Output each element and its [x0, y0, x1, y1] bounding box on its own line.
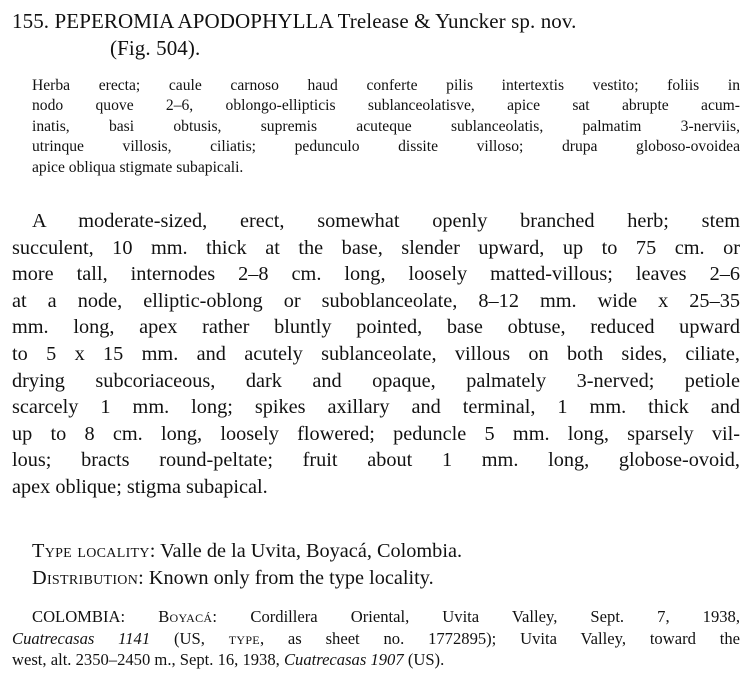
type-locality-label: Type locality — [32, 540, 150, 562]
specimen-text: (US, — [174, 628, 205, 648]
distribution-value: Known only from the type locality. — [148, 567, 434, 589]
distribution-label: Distribution — [32, 567, 139, 589]
species-authors: Trelease & Yuncker sp. nov. — [337, 9, 577, 33]
specimen-line — [12, 628, 740, 650]
latin-line: utrinque villosis, ciliatis; pedunculo dissite villoso; drupa globoso-ovoidea — [32, 138, 740, 156]
description-line: up to 8 cm. long, loosely flowered; peduncle 5 mm. long, sparsely vil- — [12, 422, 740, 445]
description-line: drying subcoriaceous, dark and opaque, palmately 3-nerved; petiole — [12, 369, 740, 392]
description-line: scarcely 1 mm. long; spikes axillary and terminal, 1 mm. thick and — [12, 396, 740, 419]
latin-diagnosis — [32, 76, 740, 178]
species-number: 155. — [12, 9, 50, 33]
province-name: Boyacá: — [158, 607, 218, 626]
description-line: more tall, internodes 2–8 cm. long, loosely matted-villous; leaves 2–6 — [12, 263, 740, 286]
type-locality: Type locality: Valle de la Uvita, Boyacá, Colombia. — [32, 540, 463, 562]
specimen-text: Cordillera Oriental, Uvita Valley, Sept. 7, 1938, — [250, 607, 740, 626]
specimen-text: , as sheet no. 1772895); Uvita Valley, toward the — [259, 628, 741, 648]
description-line: to 5 x 15 mm. and acutely sublanceolate, villous on both sides, ciliate, — [12, 342, 740, 365]
country-name: COLOMBIA: — [32, 607, 126, 626]
specimen-citations — [12, 606, 740, 671]
specimen-line — [12, 649, 740, 671]
species-heading — [12, 8, 738, 62]
latin-line: Herba erecta; caule carnoso haud conferte pilis intertextis vestito; foliis in — [32, 77, 740, 94]
latin-line: nodo quove 2–6, oblongo-ellipticis sublanceolatisve, apice sat abrupte acum- — [32, 97, 740, 115]
latin-line: inatis, basi obtusis, supremis acuteque sublanceolatis, palmatim 3-nerviis, — [32, 117, 740, 135]
specimen-line — [12, 606, 740, 628]
description-line: lous; bracts round-peltate; fruit about 1 mm. long, globose-ovoid, — [12, 449, 740, 472]
distribution: Distribution: Known only from the type locality. — [32, 567, 434, 589]
species-name: PEPEROMIA APODOPHYLLA — [54, 9, 333, 33]
description-line: succulent, 10 mm. thick at the base, slender upward, up to 75 cm. or — [12, 236, 740, 259]
collector-number: Cuatrecasas 1907 — [283, 650, 404, 669]
type-label: type — [228, 628, 260, 648]
type-locality-value: Valle de la Uvita, Boyacá, Colombia. — [160, 540, 463, 562]
figure-reference: (Fig. 504). — [110, 36, 201, 60]
description-line: at a node, elliptic-oblong or suboblanceolate, 8–12 mm. wide x 25–35 — [12, 289, 740, 312]
description-line: A moderate-sized, erect, somewhat openly branched herb; stem — [32, 210, 740, 232]
description-line: apex oblique; stigma subapical. — [12, 475, 268, 498]
collector-number: Cuatrecasas 1141 — [12, 628, 151, 648]
description-line: mm. long, apex rather bluntly pointed, base obtuse, reduced upward — [12, 316, 740, 339]
specimen-text: west, alt. 2350–2450 m., Sept. 16, 1938, — [12, 650, 280, 669]
english-description — [12, 208, 740, 501]
specimen-text: (US). — [407, 650, 445, 669]
latin-line: apice obliqua stigmate subapicali. — [32, 158, 244, 176]
